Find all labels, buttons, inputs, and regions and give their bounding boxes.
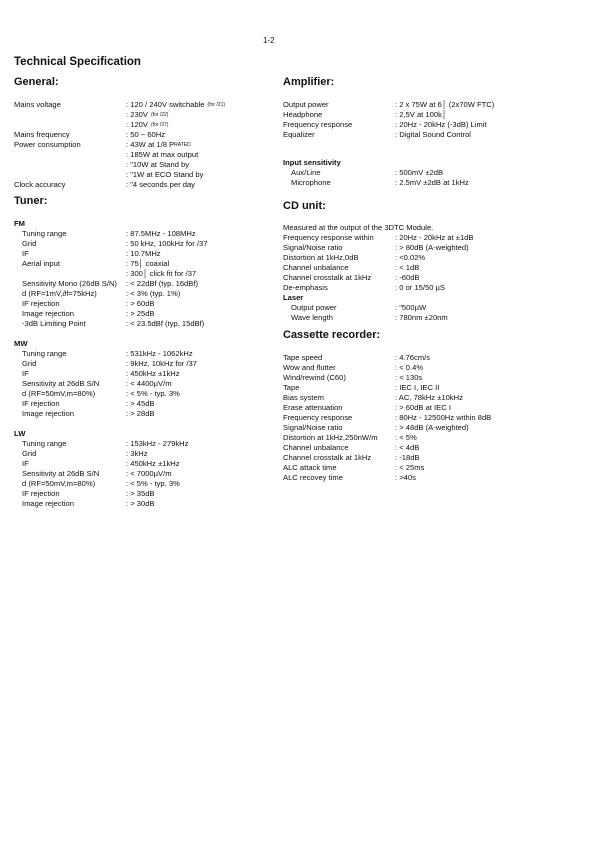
spec-label [14,110,126,120]
spec-label: Tape speed [283,353,323,362]
spec-value: : < 7000µV/m [126,469,172,478]
lw-heading: LW [14,429,26,438]
spec-row [14,239,276,249]
spec-row [14,439,276,449]
cd-heading: CD unit: [283,200,326,212]
spec-value: : > 60dB [126,299,155,308]
spec-label: -3dB Limiting Point [22,319,86,328]
spec-value: : < 0.4% [395,363,424,372]
spec-row [283,313,583,323]
spec-value: : 300│ click fit for /37 [126,269,197,278]
mw-spec-list [14,349,276,419]
spec-label: ALC attack time [283,463,337,472]
spec-value: : 780nm ±20nm [395,313,448,322]
spec-row [283,283,583,293]
spec-note: (for /37) [150,122,169,128]
spec-label: Bias system [283,393,324,402]
spec-label [14,269,126,279]
spec-row [283,453,583,463]
spec-value: : -60dB [395,273,420,282]
spec-value: : > 28dB [126,409,155,418]
spec-row [14,100,276,110]
spec-value: : < 25ms [395,463,425,472]
spec-label: IF [22,249,29,258]
spec-value: : 450kHz ±1kHz [126,459,180,468]
spec-label: Tuning range [22,229,67,238]
spec-value: : < 5% - typ. 3% [126,479,180,488]
spec-label: Aerial input [22,259,60,268]
spec-row [283,178,583,188]
spec-row [14,140,276,150]
mw-heading: MW [14,339,28,348]
spec-value: : 20Hz - 20kHz (-3dB) Limit [395,120,487,129]
spec-value: : 120 / 240V switchable [126,100,205,109]
spec-row [283,243,583,253]
spec-label: Wind/rewind (C60) [283,373,346,382]
spec-value: : 500mV ±2dB [395,168,444,177]
spec-value: : 75│ coaxial [126,259,170,268]
spec-label: Tape [283,383,300,392]
left-column [14,76,276,509]
spec-label: Signal/Noise ratio [283,423,343,432]
spec-row [14,309,276,319]
spec-value: : >40s [395,473,416,482]
spec-value: : 80Hz - 12500Hz within 8dB [395,413,492,422]
spec-value: : 2,5V at 100k│ [395,110,447,119]
spec-value: : 9kHz, 10kHz for /37 [126,359,197,368]
spec-label: Channel crosstalk at 1kHz [283,273,372,282]
spec-label: Aux/Line [291,168,321,177]
input-sensitivity-heading: Input sensitivity [283,158,341,167]
spec-value: : < 22dBf (typ. 16dBf) [126,279,198,288]
spec-label: Frequency response within [283,233,374,242]
spec-label: Frequency response [283,413,353,422]
cd-intro: Measured at the output of the 3DTC Module. [283,223,434,232]
spec-label: Sensitivity Mono (26dB S/N) [22,279,117,288]
spec-value: : 531kHz - 1062kHz [126,349,193,358]
spec-row [14,130,276,140]
spec-label: IF [22,459,29,468]
cassette-spec-list [283,353,583,483]
right-column [283,76,583,483]
spec-value: : 2 x 75W at 6│ (2x70W FTC) [395,100,495,109]
spec-value: : 4.76cm/s [395,353,431,362]
spec-row [283,110,583,120]
spec-label: IF [22,369,29,378]
spec-row [283,100,583,110]
spec-value: : 43W at 1/8 P [126,140,175,149]
general-heading: General: [14,76,59,88]
spec-value: : 3kHz [126,449,148,458]
spec-label: Distortion at 1kHz,0dB [283,253,359,262]
spec-row [14,150,276,160]
spec-label: Tuning range [22,349,67,358]
spec-value: : 2.5mV ±2dB at 1kHz [395,178,469,187]
spec-label: ALC recovey time [283,473,343,482]
spec-value: : "10W at Stand by [126,160,190,169]
spec-label: Channel unbalance [283,263,349,272]
spec-row [14,389,276,399]
spec-label: Wow and flutter [283,363,336,372]
spec-note: (for /21) [207,102,226,108]
spec-value: : > 30dB [126,499,155,508]
spec-value: : < 1dB [395,263,420,272]
spec-value: : < 5% [395,433,417,442]
spec-value: : > 25dB [126,309,155,318]
general-spec-list [14,100,276,190]
spec-label: Wave length [291,313,333,322]
spec-label: Distortion at 1kHz,250nW/m [283,433,378,442]
spec-label [14,170,126,180]
spec-row [14,249,276,259]
spec-label: Tuning range [22,439,67,448]
spec-value: : <0.02% [395,253,426,262]
spec-row [283,383,583,393]
spec-label: Frequency response [283,120,353,129]
spec-value: : 50 ~ 60Hz [126,130,166,139]
spec-row [283,423,583,433]
spec-label: Image rejection [22,309,74,318]
spec-row [283,403,583,413]
spec-value: : > 48dB (A-weighted) [395,423,469,432]
spec-row [14,369,276,379]
spec-label: Mains voltage [14,100,61,109]
spec-value: : 185W at max output [126,150,199,159]
spec-label [14,150,126,160]
spec-label: IF rejection [22,489,60,498]
spec-value: : -18dB [395,453,420,462]
spec-row [283,463,583,473]
spec-label: Clock accuracy [14,180,66,189]
spec-value: : < 4dB [395,443,420,452]
spec-row [14,349,276,359]
spec-row [14,269,276,279]
spec-row [283,233,583,243]
spec-row [14,229,276,239]
spec-value: : 20Hz - 20kHz at ±1dB [395,233,474,242]
input-sensitivity-list [283,168,583,188]
spec-value: : 120V [126,120,148,129]
spec-label: Output power [291,303,337,312]
spec-value: : < 23.5dBf (typ. 15dBf) [126,319,205,328]
spec-row [14,259,276,269]
spec-row [14,459,276,469]
spec-row [283,263,583,273]
spec-value: : 230V [126,110,148,119]
tuner-heading: Tuner: [14,195,48,207]
spec-row [14,469,276,479]
spec-value: : > 35dB [126,489,155,498]
spec-label: d (RF=1mV,∂f=75kHz) [22,289,97,298]
fm-spec-list [14,229,276,329]
cassette-heading: Cassette recorder: [283,329,381,341]
spec-row [14,379,276,389]
spec-value: : < 5% - typ. 3% [126,389,180,398]
spec-label: Sensitivity at 26dB S/N [22,379,100,388]
spec-row [14,180,276,190]
spec-value: : < 3% (typ. 1%) [126,289,181,298]
spec-label: Image rejection [22,409,74,418]
spec-row [14,399,276,409]
spec-row [14,170,276,180]
spec-label: Power consumption [14,140,81,149]
spec-label: Microphone [291,178,331,187]
spec-label: Signal/Noise ratio [283,243,343,252]
spec-label [14,120,126,130]
spec-row [283,273,583,283]
spec-label: Erase attenuation [283,403,343,412]
spec-row [14,409,276,419]
spec-note: RATED [174,142,191,148]
spec-label: d (RF=50mV,m=80%) [22,389,96,398]
spec-row [14,499,276,509]
spec-value: : > 80dB (A-weighted) [395,243,469,252]
spec-row [14,279,276,289]
spec-label: IF rejection [22,399,60,408]
spec-row [14,449,276,459]
spec-value: : > 60dB at IEC I [395,403,451,412]
spec-row [283,303,583,313]
spec-row [283,130,583,140]
spec-value: : 0 or 15/50 µS [395,283,445,292]
spec-label: Channel crosstalk at 1kHz [283,453,372,462]
spec-row [283,363,583,373]
spec-value: : 10.7MHz [126,249,161,258]
spec-row [283,433,583,443]
spec-row [283,168,583,178]
spec-value: : 87.5MHz - 108MHz [126,229,196,238]
spec-label: Sensitivity at 26dB S/N [22,469,100,478]
spec-label: Equalizer [283,130,315,139]
spec-value: : < 4400µV/m [126,379,172,388]
spec-value: : Digital Sound Control [395,130,471,139]
page-number: 1-2 [263,36,275,45]
spec-row [14,160,276,170]
spec-value: : 50 kHz, 100kHz for /37 [126,239,208,248]
spec-label: Mains frequency [14,130,70,139]
spec-label: Output power [283,100,329,109]
spec-value: : "500µW [395,303,427,312]
spec-value: : 153kHz - 279kHz [126,439,189,448]
spec-value: : 450kHz ±1kHz [126,369,180,378]
spec-row [283,393,583,403]
spec-row [283,373,583,383]
spec-row [14,479,276,489]
spec-label: d (RF=50mV,m=80%) [22,479,96,488]
document-title: Technical Specification [14,56,141,68]
spec-label [14,160,126,170]
spec-label: Grid [22,359,37,368]
spec-row [14,289,276,299]
spec-row [14,299,276,309]
spec-row [14,120,276,130]
spec-label: IF rejection [22,299,60,308]
spec-label: De-emphasis [283,283,328,292]
spec-value: : IEC I, IEC II [395,383,440,392]
spec-value: : AC, 78kHz ±10kHz [395,393,463,402]
spec-row [283,443,583,453]
laser-heading: Laser [283,293,304,302]
spec-row [14,319,276,329]
spec-note: (for /22) [150,112,169,118]
spec-row [283,253,583,263]
spec-label: Grid [22,449,37,458]
spec-row [283,413,583,423]
spec-value: : "1W at ECO Stand by [126,170,204,179]
spec-label: Image rejection [22,499,74,508]
spec-label: Headphone [283,110,323,119]
lw-spec-list [14,439,276,509]
spec-row [14,359,276,369]
spec-label: Grid [22,239,37,248]
amplifier-heading: Amplifier: [283,76,335,88]
spec-value: : "4 seconds per day [126,180,195,189]
amplifier-spec-list [283,100,583,140]
spec-row [283,120,583,130]
cd-spec-list [283,233,583,293]
spec-row [283,473,583,483]
laser-spec-list [283,303,583,323]
spec-row [283,353,583,363]
fm-heading: FM [14,219,25,228]
spec-row [14,110,276,120]
spec-value: : > 45dB [126,399,155,408]
spec-row [14,489,276,499]
spec-label: Channel unbalance [283,443,349,452]
spec-value: : < 130s [395,373,423,382]
